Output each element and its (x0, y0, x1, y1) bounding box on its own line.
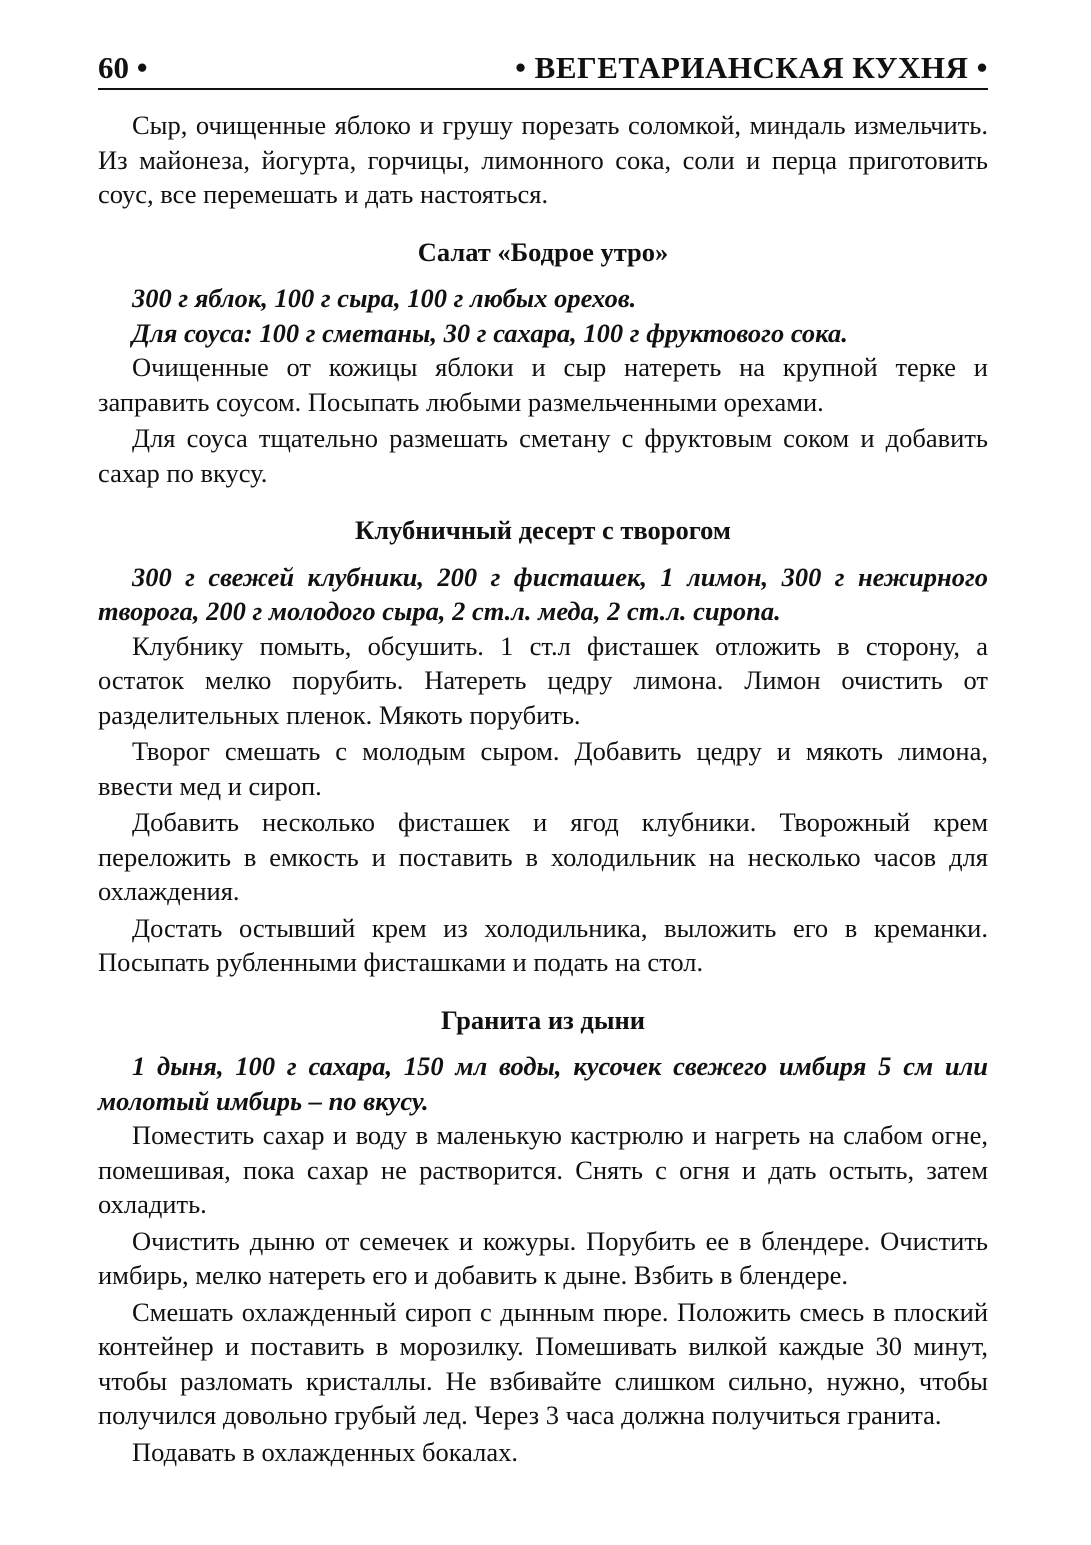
intro-paragraph: Сыр, очищенные яблоко и грушу порезать соломкой, миндаль измельчить. Из майонеза, йогурта, горчицы, лимонного сока, соли и перца приготовить соус, все перемешать и дать настояться. (98, 110, 988, 209)
step-paragraph: Творог смешать с молодым сыром. Добавить цедру и мякоть лимона, ввести мед и сироп. (98, 736, 988, 801)
ingredients-line: 300 г яблок, 100 г сыра, 100 г любых орехов. (132, 283, 637, 313)
page-number: 60 • (98, 50, 148, 85)
page-body (98, 108, 988, 1471)
step-paragraph: Подавать в охлажденных бокалах. (132, 1436, 519, 1467)
page-header (98, 48, 988, 90)
recipe-title: Клубничный десерт с творогом (355, 515, 731, 545)
step-paragraph: Смешать охлажденный сироп с дынным пюре. Положить смесь в плоский контейнер и поставить в морозилку. Помешивать вилкой каждые 30 минут, чтобы разломать кристаллы. Не взбивайте слишком сильно, нужно, чтобы получился довольно грубый лед. Через 3 часа должна получиться гранита. (98, 1296, 988, 1430)
recipe (98, 235, 988, 491)
running-title: • ВЕГЕТАРИАНСКАЯ КУХНЯ • (515, 50, 988, 85)
recipe-title: Гранита из дыни (440, 1004, 646, 1035)
step-paragraph: Добавить несколько фисташек и ягод клубники. Творожный крем переложить в емкость и поставить в холодильник на несколько часов для охлаждения. (98, 807, 988, 906)
step-paragraph: Достать остывший крем из холодильника, выложить его в креманки. Посыпать рубленными фисташками и подать на стол. (98, 912, 988, 977)
step-paragraph: Клубнику помыть, обсушить. 1 ст.л фисташек отложить в сторону, а остаток мелко порубить. Натереть цедру лимона. Лимон очистить от разделительных пленок. Мякоть порубить. (98, 630, 988, 730)
step-paragraph: Поместить сахар и воду в маленькую кастрюлю и нагреть на слабом огне, помешивая, пока сахар не растворится. Снять с огня и дать остыть, затем охладить. (98, 1120, 988, 1219)
recipe (98, 1003, 988, 1470)
recipe-title: Салат «Бодрое утро» (417, 236, 669, 267)
step-paragraph: Очистить дыню от семечек и кожуры. Порубить ее в блендере. Очистить имбирь, мелко натереть его и добавить к дыне. Взбить в блендере. (98, 1225, 988, 1290)
recipe (98, 513, 988, 980)
ingredients-line: 300 г свежей клубники, 200 г фисташек, 1 лимон, 300 г нежирного творога, 200 г молодого сыра, 2 ст.л. меда, 2 ст.л. сиропа. (98, 561, 988, 626)
step-paragraph: Для соуса тщательно размешать сметану с фруктовым соком и добавить сахар по вкусу. (98, 423, 988, 488)
step-paragraph: Очищенные от кожицы яблоки и сыр натереть на крупной терке и заправить соусом. Посыпать любыми размельченными орехами. (98, 352, 988, 417)
ingredients-line: Для соуса: 100 г сметаны, 30 г сахара, 100 г фруктового сока. (132, 317, 848, 348)
ingredients-line: 1 дыня, 100 г сахара, 150 мл воды, кусочек свежего имбиря 5 см или молотый имбирь – по вкусу. (98, 1051, 988, 1116)
